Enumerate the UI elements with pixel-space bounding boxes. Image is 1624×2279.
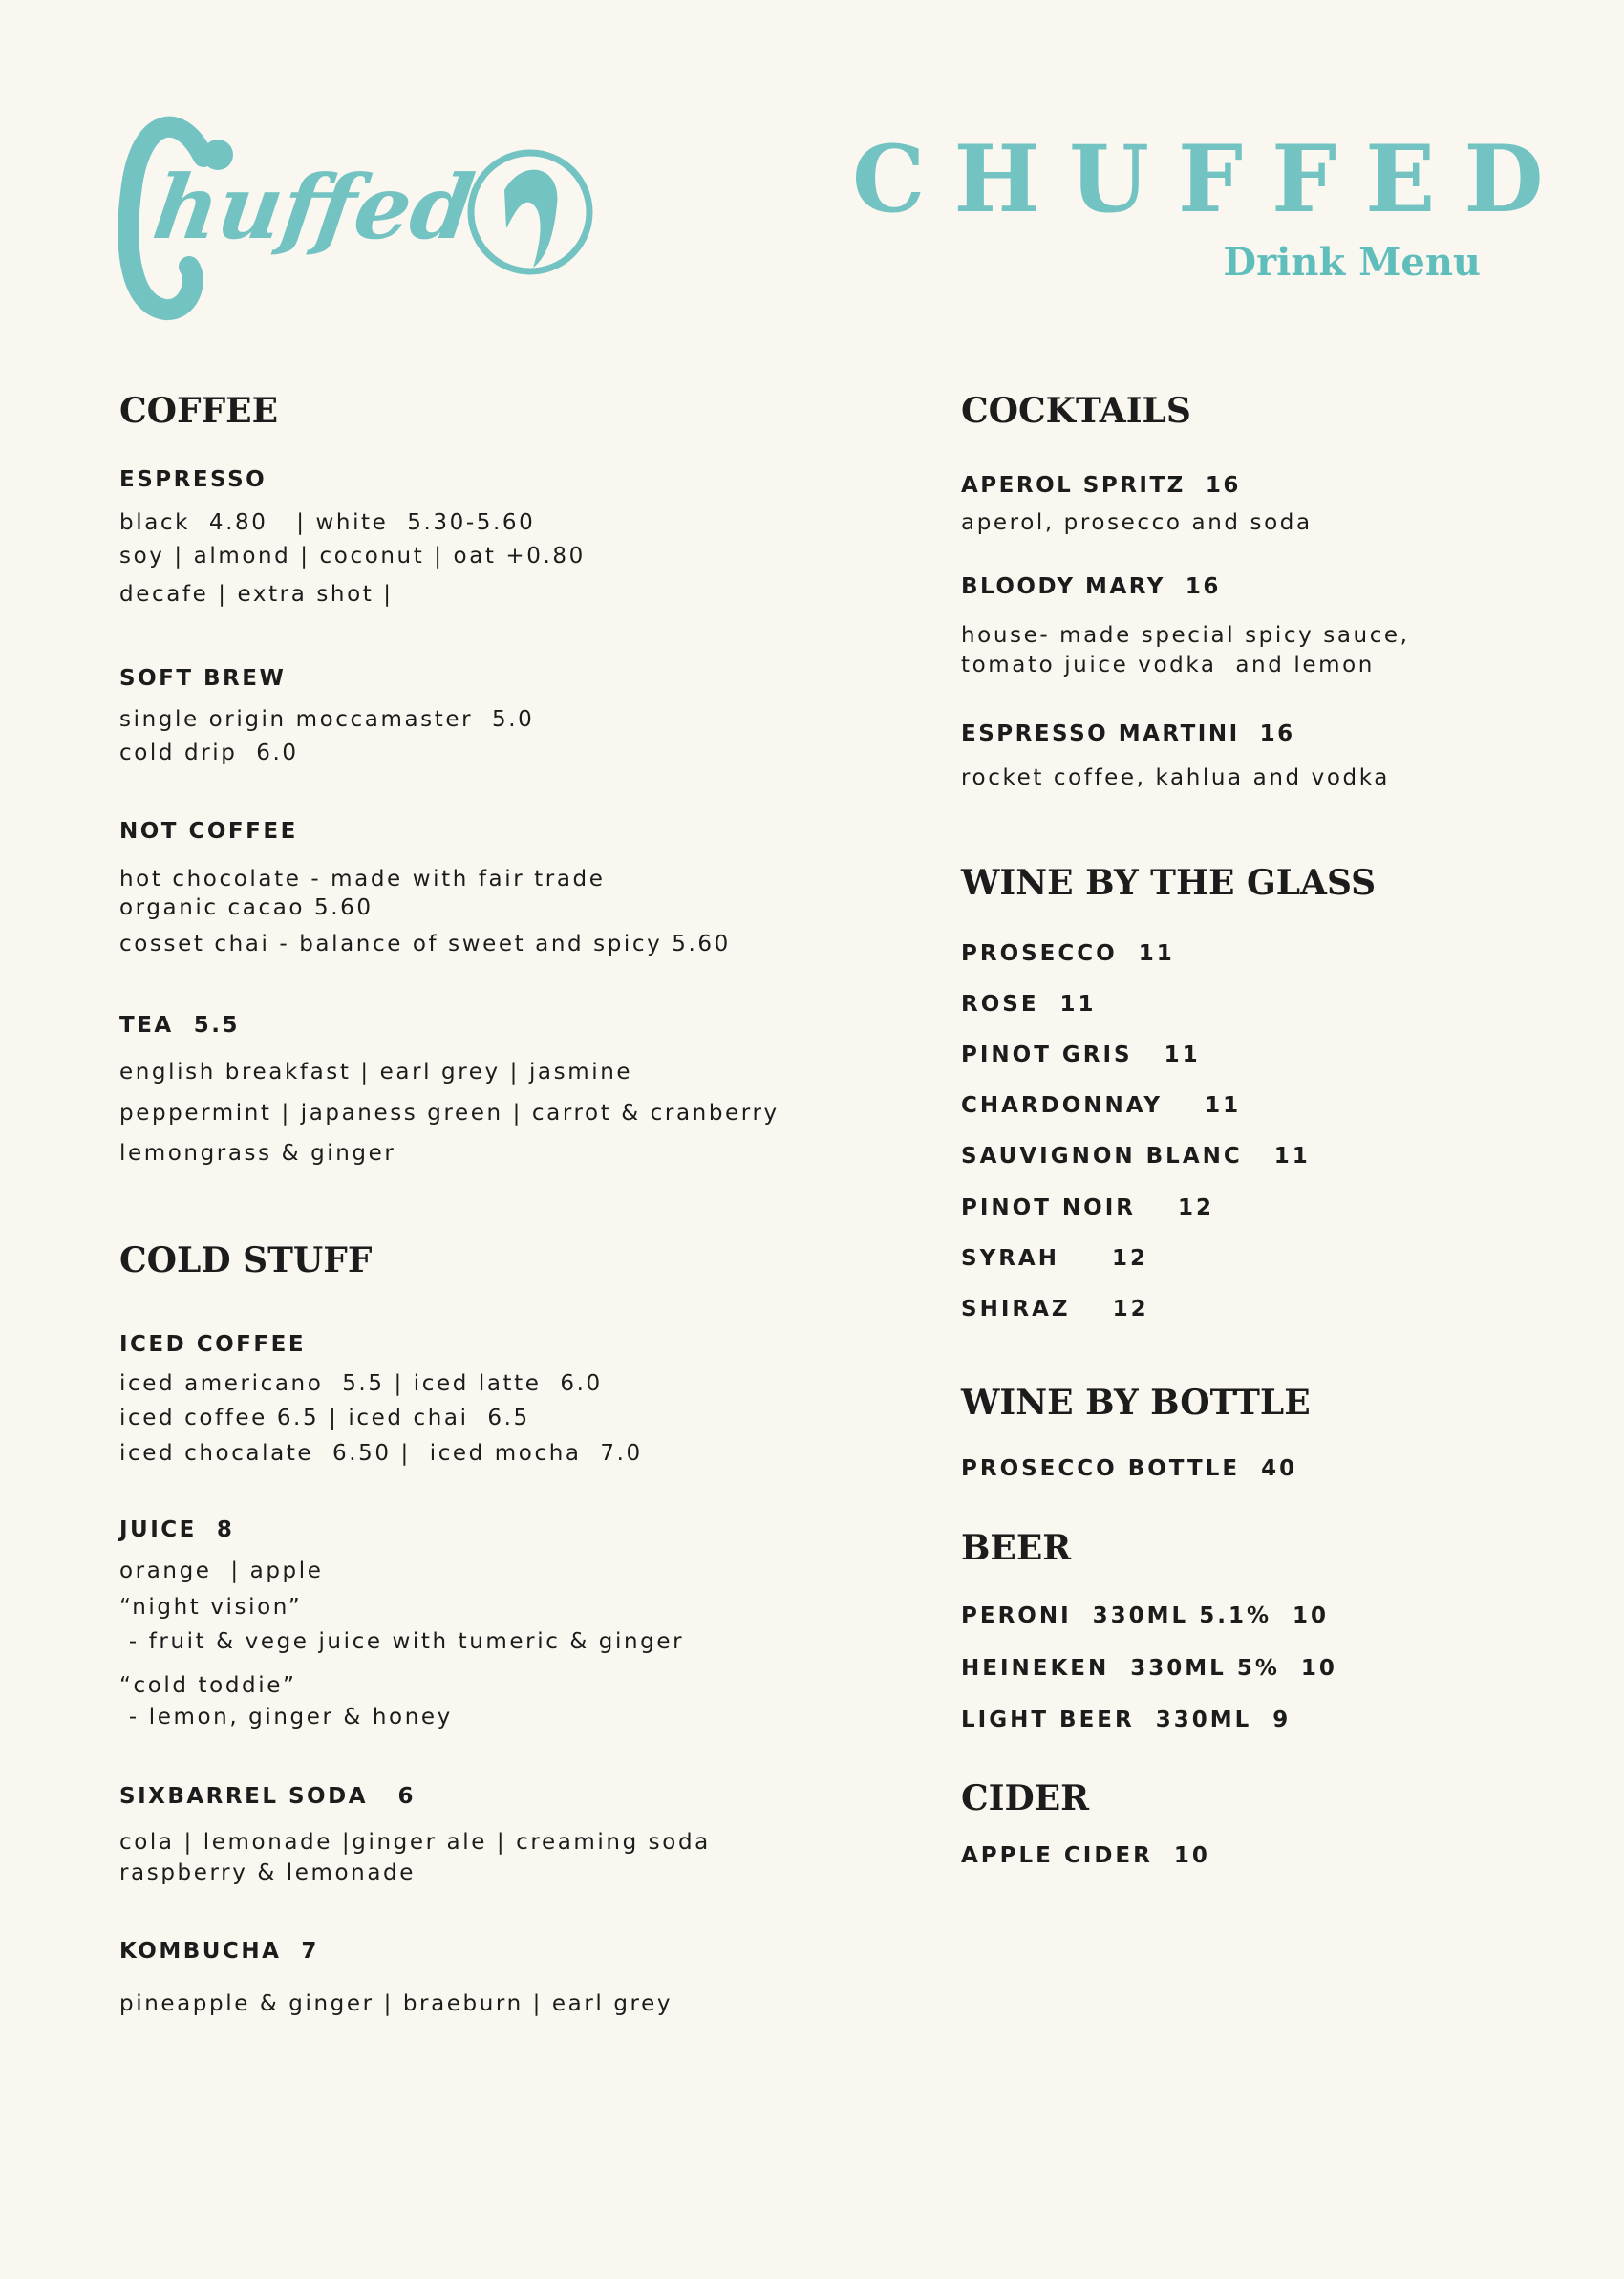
menu-line: raspberry & lemonade [119,1860,416,1885]
item-title-soft-brew: SOFT BREW [119,666,287,691]
section-heading-cold-stuff: COLD STUFF [119,1240,373,1280]
beer-item: LIGHT BEER 330ML 9 [961,1708,1292,1732]
beer-item: PERONI 330ML 5.1% 10 [961,1603,1330,1628]
item-title-not-coffee: NOT COFFEE [119,819,298,844]
section-heading-cocktails: COCKTAILS [961,391,1191,431]
menu-line: “cold toddie” [119,1673,297,1698]
menu-line: soy | almond | coconut | oat +0.80 [119,544,586,569]
wine-item: CHARDONNAY 11 [961,1093,1242,1118]
menu-line: cosset chai - balance of sweet and spicy 5.60 [119,932,731,957]
item-title-espresso: ESPRESSO [119,467,267,492]
menu-line: cold drip 6.0 [119,741,299,765]
menu-line: decafe | extra shot | [119,582,394,607]
menu-line: peppermint | japaness green | carrot & cranberry [119,1101,780,1126]
item-title-aperol-spritz: APEROL SPRITZ 16 [961,473,1241,498]
menu-line: iced coffee 6.5 | iced chai 6.5 [119,1406,530,1430]
section-heading-coffee: COFFEE [119,391,279,431]
menu-line: aperol, prosecco and soda [961,510,1313,535]
wine-item: PROSECCO 11 [961,941,1175,966]
menu-line: black 4.80 | white 5.30-5.60 [119,510,536,535]
menu-line: lemongrass & ginger [119,1141,396,1166]
item-title-iced-coffee: ICED COFFEE [119,1332,307,1357]
wine-item: SAUVIGNON BLANC 11 [961,1144,1311,1169]
menu-line: organic cacao 5.60 [119,895,374,920]
menu-line: rocket coffee, kahlua and vodka [961,765,1390,790]
menu-line: pineapple & ginger | braeburn | earl grey [119,1991,673,2016]
section-heading-beer: BEER [961,1528,1072,1568]
wine-item: SHIRAZ 12 [961,1297,1149,1322]
menu-line: - lemon, ginger & honey [119,1705,453,1730]
menu-line: iced chocalate 6.50 | iced mocha 7.0 [119,1441,643,1466]
section-heading-wine-glass: WINE BY THE GLASS [961,863,1377,903]
chuffed-logo [113,99,600,321]
item-title-espresso-martini: ESPRESSO MARTINI 16 [961,721,1295,746]
beer-item: HEINEKEN 330ML 5% 10 [961,1656,1337,1681]
wine-item: SYRAH 12 [961,1246,1149,1271]
item-title-juice: JUICE 8 [119,1517,235,1542]
cider-item: APPLE CIDER 10 [961,1843,1210,1868]
menu-line: tomato juice vodka and lemon [961,653,1375,677]
svg-text:huffed: huffed [147,155,481,259]
menu-line: cola | lemonade |ginger ale | creaming soda [119,1830,711,1855]
wine-item: ROSE 11 [961,992,1097,1017]
section-heading-cider: CIDER [961,1778,1090,1818]
menu-title: CHUFFED [852,125,1572,233]
menu-line: iced americano 5.5 | iced latte 6.0 [119,1371,603,1396]
wine-item: PINOT NOIR 12 [961,1195,1215,1220]
menu-line: hot chocolate - made with fair trade [119,867,606,892]
menu-line: - fruit & vege juice with tumeric & ginger [119,1629,685,1654]
menu-line: orange | apple [119,1559,324,1583]
menu-subtitle: Drink Menu [1223,240,1481,285]
wine-bottle-item: PROSECCO BOTTLE 40 [961,1456,1298,1481]
item-title-bloody-mary: BLOODY MARY 16 [961,574,1221,599]
menu-line: english breakfast | earl grey | jasmine [119,1060,633,1085]
section-heading-wine-bottle: WINE BY BOTTLE [961,1383,1311,1423]
menu-line: single origin moccamaster 5.0 [119,707,535,732]
wine-item: PINOT GRIS 11 [961,1043,1201,1067]
item-title-sixbarrel-soda: SIXBARREL SODA 6 [119,1784,417,1809]
menu-line: house- made special spicy sauce, [961,623,1410,648]
menu-line: “night vision” [119,1595,303,1620]
item-title-tea: TEA 5.5 [119,1013,240,1038]
item-title-kombucha: KOMBUCHA 7 [119,1939,319,1964]
